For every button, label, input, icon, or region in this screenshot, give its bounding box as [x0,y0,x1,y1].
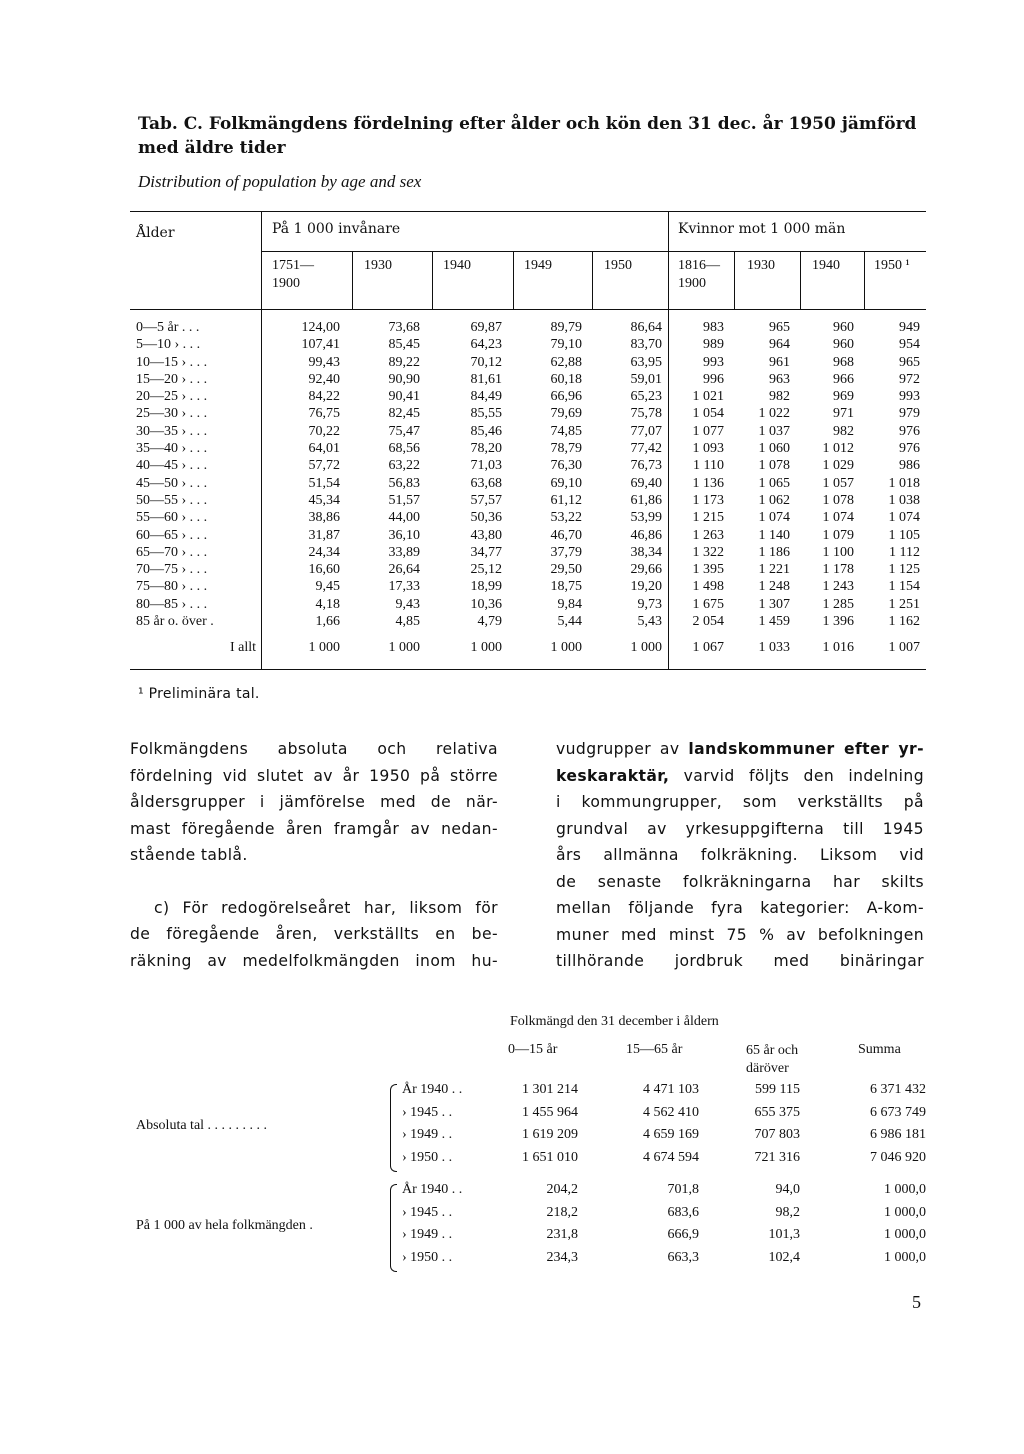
value-cell: 65,23 [630,389,662,405]
value-cell: 73,68 [388,320,420,335]
table-row [130,613,926,630]
value-cell: 655 375 [754,1104,800,1120]
col-header: 0—15 år [508,1042,558,1057]
value-cell: 5,44 [557,614,582,630]
value-cell: 24,34 [308,544,340,560]
year-label: › 1945 . . [402,1104,453,1120]
value-cell: 68,56 [388,441,420,457]
text-line: vudgrupper av landskommuner efter yr- [556,740,924,758]
age-cell: 15—20 › . . . [136,371,208,387]
table-row [130,319,926,336]
value-cell: 29,50 [550,562,582,578]
value-cell: 979 [899,406,920,422]
value-cell: 81,61 [470,371,502,387]
value-cell: 69,87 [470,320,502,335]
age-cell: 10—15 › . . . [136,354,208,370]
footnote: ¹ Preliminära tal. [138,686,260,702]
value-cell: 76,75 [308,406,340,422]
value-cell: 33,89 [388,544,420,560]
value-cell: 1 054 [692,406,724,422]
value-cell: 107,41 [301,337,340,353]
value-cell: 124,00 [301,320,340,335]
value-cell: 38,86 [308,510,340,526]
total-cell: 1 000 [550,640,582,655]
value-cell: 1 173 [692,492,724,508]
value-cell: 63,68 [470,475,502,491]
text-line: räkning av medelfolkmängden inom hu- [130,951,498,970]
value-cell: 971 [833,406,854,422]
value-cell: 99,43 [308,354,340,370]
table-row [130,371,926,388]
value-cell: 1 322 [692,544,724,560]
value-cell: 9,84 [557,596,582,612]
value-cell: 4 562 410 [643,1104,699,1120]
value-cell: 83,70 [630,337,662,353]
year-label: › 1950 . . [402,1249,453,1265]
value-cell: 101,3 [768,1227,800,1242]
text-line: muner med minst 75 % av befolkningen [556,925,924,944]
value-cell: 993 [703,354,724,370]
value-cell: 43,80 [470,527,502,543]
value-cell: 46,70 [550,527,582,543]
value-cell: 50,36 [470,510,502,526]
value-cell: 1,66 [315,614,340,630]
value-cell: 89,79 [550,320,582,335]
per-1000-header: På 1 000 invånare [272,221,401,237]
table-row [130,578,926,595]
value-cell: 63,95 [630,354,662,370]
brace [390,1184,397,1272]
value-cell: 89,22 [388,354,420,370]
value-cell: 10,36 [470,596,502,612]
value-cell: 25,12 [470,562,502,578]
value-cell: 4,85 [395,614,420,630]
value-cell: 1 455 964 [522,1104,578,1120]
value-cell: 90,90 [388,371,420,387]
value-cell: 1 112 [889,544,920,560]
value-cell: 1 248 [758,579,790,595]
value-cell: 56,83 [388,475,420,491]
value-cell: 1 029 [822,458,854,474]
value-cell: 75,47 [388,423,420,439]
total-cell: 1 016 [822,640,854,655]
value-cell: 6 986 181 [870,1127,926,1142]
value-cell: 51,54 [308,475,340,491]
value-cell: 71,03 [470,458,502,474]
value-cell: 1 065 [758,475,790,491]
value-cell: 960 [833,337,854,353]
value-cell: 86,64 [630,320,662,335]
total-cell: 1 033 [758,640,790,655]
total-cell: 1 000 [308,640,340,655]
value-cell: 9,43 [395,596,420,612]
table-row [130,405,926,422]
table-row [130,423,926,440]
value-cell: 45,34 [308,492,340,508]
value-cell: 4 471 103 [643,1082,699,1097]
value-cell: 61,86 [630,492,662,508]
text-line: mast föregående åren framgår av nedan- [130,819,498,838]
age-cell: 45—50 › . . . [136,475,208,491]
value-cell: 59,01 [630,371,662,387]
value-cell: 701,8 [667,1182,699,1197]
value-cell: 1 037 [758,423,790,439]
value-cell: 1 078 [758,458,790,474]
value-cell: 61,12 [550,492,582,508]
value-cell: 1 000,0 [884,1182,926,1197]
value-cell: 1 093 [692,441,724,457]
value-cell: 976 [899,423,920,439]
value-cell: 721 316 [754,1149,800,1165]
value-cell: 53,99 [630,510,662,526]
year-label: År 1940 . . [402,1082,463,1097]
value-cell: 234,3 [546,1249,578,1265]
table-row [130,354,926,371]
value-cell: 231,8 [546,1227,578,1242]
text-line: tillhörande jordbruk med binäringar [556,952,924,970]
age-cell: 30—35 › . . . [136,423,208,439]
value-cell: 4,79 [477,614,502,630]
value-cell: 1 000,0 [884,1204,926,1220]
age-cell: 35—40 › . . . [136,441,208,457]
value-cell: 1 110 [693,458,724,474]
value-cell: 6 673 749 [870,1104,926,1120]
value-cell: 966 [833,371,854,387]
value-cell: 965 [769,320,790,335]
value-cell: 75,78 [630,406,662,422]
value-cell: 666,9 [667,1227,699,1242]
value-cell: 982 [769,389,790,405]
value-cell: 1 125 [888,562,920,578]
value-cell: 44,00 [388,510,420,526]
value-cell: 82,45 [388,406,420,422]
table-row [130,492,926,509]
value-cell: 965 [899,354,920,370]
age-cell: 40—45 › . . . [136,458,208,474]
value-cell: 960 [833,320,854,335]
value-cell: 599 115 [755,1082,800,1097]
value-cell: 9,73 [637,596,662,612]
age-cell: 20—25 › . . . [136,389,208,405]
value-cell: 993 [899,389,920,405]
value-cell: 53,22 [550,510,582,526]
value-cell: 51,57 [388,492,420,508]
text-line: i kommungrupper, som verkställts på [556,793,924,811]
value-cell: 79,10 [550,337,582,353]
year-label: › 1945 . . [402,1204,453,1220]
value-cell: 1 221 [758,562,790,578]
value-cell: 18,75 [550,579,582,595]
value-cell: 1 498 [692,579,724,595]
year-label: › 1949 . . [402,1127,453,1142]
value-cell: 64,01 [308,441,340,457]
value-cell: 38,34 [630,544,662,560]
text-line: keskaraktär, varvid följts den indelning [556,766,924,785]
value-cell: 969 [833,389,854,405]
value-cell: 1 060 [758,441,790,457]
brace [390,1084,397,1172]
year-label: År 1940 . . [402,1182,463,1197]
year-label: › 1950 . . [402,1149,453,1165]
value-cell: 16,60 [308,562,340,578]
value-cell: 1 062 [758,492,790,508]
value-cell: 963 [769,371,790,387]
col-header: 1950 ¹ [874,258,910,273]
table-row [130,509,926,526]
value-cell: 4 674 594 [643,1149,699,1165]
table-row [130,527,926,544]
value-cell: 7 046 920 [870,1149,926,1165]
total-cell: 1 000 [630,640,662,655]
value-cell: 707 803 [754,1127,800,1142]
value-cell: 968 [833,354,854,370]
value-cell: 4,18 [315,596,340,612]
value-cell: 1 038 [888,492,920,508]
value-cell: 76,30 [550,458,582,474]
value-cell: 983 [703,320,724,335]
text-line: de föregående åren, verkställts en be- [130,925,498,943]
table-row [130,388,926,405]
table-row [130,561,926,578]
value-cell: 60,18 [550,371,582,387]
value-cell: 1 162 [888,614,920,630]
age-cell: 25—30 › . . . [136,406,208,422]
value-cell: 1 074 [758,510,790,526]
table-body [130,319,926,630]
value-cell: 84,22 [308,389,340,405]
text-line: års allmänna folkräkning. Liksom vid [556,846,924,864]
value-cell: 961 [769,354,790,370]
value-cell: 2 054 [692,614,724,630]
value-cell: 1 100 [822,544,854,560]
value-cell: 1 251 [888,596,920,612]
value-cell: 69,40 [630,475,662,491]
value-cell: 70,12 [470,354,502,370]
total-cell: 1 000 [470,640,502,655]
col-header: 1930 [364,258,392,273]
value-cell: 1 012 [822,441,854,457]
col-header: 1751— 1900 [272,258,314,291]
age-cell: 80—85 › . . . [136,596,208,612]
value-cell: 79,69 [550,406,582,422]
total-row [130,639,926,657]
value-cell: 1 301 214 [522,1082,578,1097]
value-cell: 1 105 [888,527,920,543]
total-cell: 1 007 [888,640,920,655]
total-cell: 1 067 [692,640,724,655]
page-number: 5 [912,1292,921,1312]
value-cell: 37,79 [550,544,582,560]
value-cell: 683,6 [667,1204,699,1220]
value-cell: 1 395 [692,562,724,578]
value-cell: 1 651 010 [522,1149,578,1165]
age-cell: 60—65 › . . . [136,527,208,543]
value-cell: 17,33 [388,579,420,595]
text-line: grundval av yrkesuppgifterna till 1945 [556,819,924,838]
value-cell: 57,57 [470,492,502,508]
table-row [130,457,926,474]
year-label: › 1949 . . [402,1227,453,1242]
col-header: 1816— 1900 [678,258,720,291]
col-header: 65 år och däröver [746,1043,799,1076]
group-label: På 1 000 av hela folkmängden . [136,1217,313,1233]
value-cell: 1 021 [692,389,724,405]
value-cell: 98,2 [775,1204,800,1220]
value-cell: 78,20 [470,441,502,457]
value-cell: 204,2 [546,1182,578,1197]
value-cell: 18,99 [470,579,502,595]
value-cell: 1 000,0 [884,1227,926,1242]
value-cell: 1 243 [822,579,854,595]
value-cell: 92,40 [308,371,340,387]
table-subtitle: Distribution of population by age and sex [138,172,422,191]
value-cell: 1 186 [758,544,790,560]
age-cell: 65—70 › . . . [136,544,208,560]
age-cell: 70—75 › . . . [136,562,208,578]
value-cell: 1 000,0 [884,1249,926,1265]
value-cell: 1 140 [758,527,790,543]
value-cell: 954 [899,337,920,353]
value-cell: 85,45 [388,337,420,353]
text-line: de senaste folkräkningarna har skilts [556,872,924,891]
value-cell: 1 215 [692,510,724,526]
text-line: fördelning vid slutet av år 1950 på större [130,766,498,785]
value-cell: 4 659 169 [643,1127,699,1142]
col-header: 1940 [812,258,840,273]
value-cell: 85,46 [470,423,502,439]
value-cell: 69,10 [550,475,582,491]
value-cell: 90,41 [388,389,420,405]
value-cell: 949 [899,320,920,335]
value-cell: 36,10 [388,527,420,543]
value-cell: 663,3 [667,1249,699,1265]
value-cell: 1 018 [888,475,920,491]
value-cell: 64,23 [470,337,502,353]
value-cell: 76,73 [630,458,662,474]
women-per-1000-men-header: Kvinnor mot 1 000 män [678,221,846,237]
table-row [130,475,926,492]
value-cell: 1 396 [822,614,854,630]
value-cell: 6 371 432 [870,1082,926,1097]
value-cell: 1 136 [692,475,724,491]
table-row [130,336,926,353]
value-cell: 986 [899,458,920,474]
value-cell: 63,22 [388,458,420,474]
value-cell: 1 285 [822,596,854,612]
value-cell: 78,79 [550,441,582,457]
value-cell: 972 [899,371,920,387]
value-cell: 77,07 [630,423,662,439]
value-cell: 976 [899,441,920,457]
value-cell: 29,66 [630,562,662,578]
table-title: Tab. C. Folkmängdens fördelning efter ålder och kön den 31 dec. år 1950 jämförd med äldre tider [138,114,917,158]
col-header: Summa [858,1042,901,1057]
value-cell: 57,72 [308,458,340,474]
table-row [130,440,926,457]
value-cell: 70,22 [308,423,340,439]
body-text-left [130,736,498,974]
text-line: Folkmängdens absoluta och relativa [130,740,498,758]
text-line: c) För redogörelseåret har, liksom för [154,898,498,917]
value-cell: 1 074 [822,510,854,526]
value-cell: 989 [703,337,724,353]
value-cell: 1 459 [758,614,790,630]
value-cell: 1 022 [758,406,790,422]
value-cell: 26,64 [388,562,420,578]
value-cell: 1 178 [822,562,854,578]
col-header: 1930 [747,258,775,273]
value-cell: 218,2 [546,1204,578,1220]
table-row [130,544,926,561]
value-cell: 62,88 [550,354,582,370]
value-cell: 996 [703,371,724,387]
value-cell: 66,96 [550,389,582,405]
table-row [130,596,926,613]
value-cell: 34,77 [470,544,502,560]
age-cell: 5—10 › . . . [136,337,201,353]
age-cell: 75—80 › . . . [136,579,208,595]
col-header: 1950 [604,258,632,273]
col-header: 1940 [443,258,471,273]
age-cell: 0—5 år . . . [136,320,200,335]
value-cell: 84,49 [470,389,502,405]
body-text-right [556,736,924,975]
total-label: I allt [229,640,256,655]
value-cell: 1 154 [888,579,920,595]
col-header: 15—65 år [626,1042,683,1057]
value-cell: 1 077 [692,423,724,439]
text-line: mellan följande fyra kategorier: A-kom- [556,899,924,917]
value-cell: 9,45 [315,579,340,595]
value-cell: 85,55 [470,406,502,422]
value-cell: 1 675 [692,596,724,612]
value-cell: 31,87 [308,527,340,543]
value-cell: 1 619 209 [522,1127,578,1142]
value-cell: 964 [769,337,790,353]
text-line: åldersgrupper i jämförelse med de när- [130,793,498,811]
age-header: Ålder [136,225,175,241]
value-cell: 5,43 [637,614,662,630]
summary-top-header: Folkmängd den 31 december i åldern [510,1014,719,1029]
age-cell: 55—60 › . . . [136,510,208,526]
value-cell: 19,20 [630,579,662,595]
group-label: Absoluta tal . . . . . . . . . [136,1117,268,1133]
value-cell: 1 079 [822,527,854,543]
age-cell: 85 år o. över . [136,614,214,630]
value-cell: 46,86 [630,527,662,543]
value-cell: 1 263 [692,527,724,543]
age-cell: 50—55 › . . . [136,492,208,508]
value-cell: 102,4 [768,1249,800,1265]
value-cell: 94,0 [775,1182,800,1197]
value-cell: 77,42 [630,441,662,457]
text-line: stående tablå. [130,846,248,864]
value-cell: 1 078 [822,492,854,508]
value-cell: 1 307 [758,596,790,612]
value-cell: 982 [833,423,854,439]
col-header: 1949 [524,258,552,273]
total-cell: 1 000 [388,640,420,655]
value-cell: 1 074 [888,510,920,526]
value-cell: 1 057 [822,475,854,491]
value-cell: 74,85 [550,423,582,439]
